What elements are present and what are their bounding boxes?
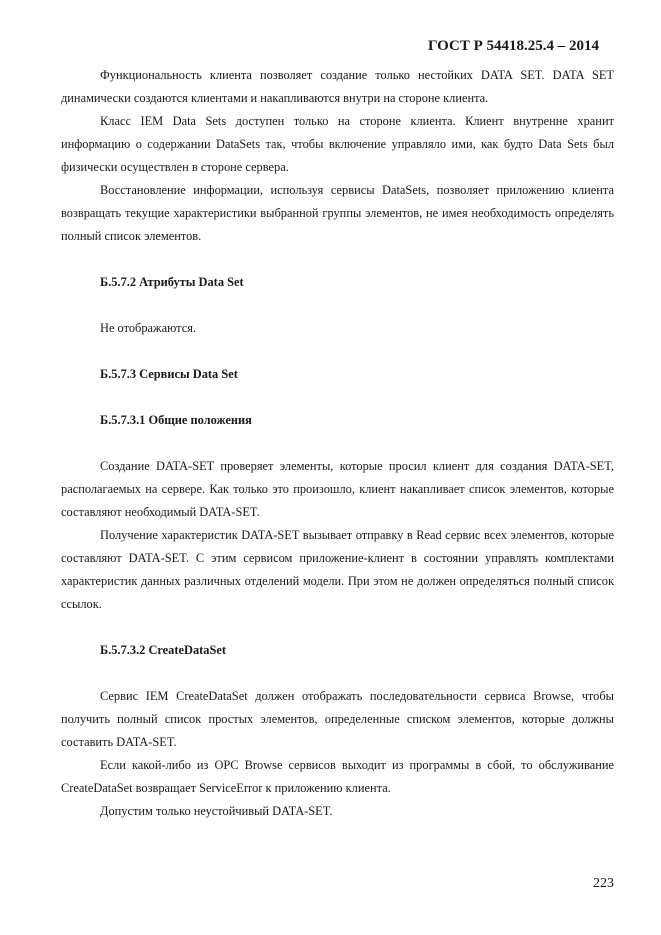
- section-heading-attributes: Б.5.7.2 Атрибуты Data Set: [100, 275, 244, 289]
- document-header: ГОСТ Р 54418.25.4 – 2014: [427, 38, 599, 54]
- section-heading-services: Б.5.7.3 Сервисы Data Set: [100, 367, 238, 381]
- paragraph-client-functionality: Функциональность клиента позволяет создание только нестойких DATA SET. DATA SET динамически создаются клиентами и накапливаются внутри на стороне клиента.: [61, 68, 614, 105]
- paragraph-not-displayed: Не отображаются.: [100, 321, 197, 335]
- paragraph-create-data-set-service: Сервис IEM CreateDataSet должен отображать последовательности сервиса Browse, чтобы получить полный список простых элементов, определенные списком элементов, которые должны составить DATA-SET.: [61, 689, 614, 749]
- document-body: [61, 64, 614, 823]
- section-heading-general: Б.5.7.3.1 Общие положения: [100, 413, 252, 427]
- paragraph-data-set-creation: Создание DATA-SET проверяет элементы, которые просил клиент для создания DATA-SET, располагаемых на сервере. Как только это произошло, клиент накапливает список элементов, которые составляют необходимый DATA-SET.: [61, 459, 614, 519]
- paragraph-browse-failure: Если какой-либо из OPC Browse сервисов выходит из программы в сбой, то обслуживание CreateDataSet возвращает ServiceError к приложению клиента.: [61, 758, 614, 795]
- paragraph-volatile-data-set: Допустим только неустойчивый DATA-SET.: [100, 804, 333, 818]
- paragraph-information-recovery: Восстановление информации, используя сервисы DataSets, позволяет приложению клиента возвращать текущие характеристики выбранной группы элементов, не имея необходимость определять полный список элементов.: [61, 183, 614, 243]
- paragraph-characteristics-retrieval: Получение характеристик DATA-SET вызывает отправку в Read сервис всех элементов, которые составляют DATA-SET. С этим сервисом приложение-клиент в состоянии управлять комплектами характеристик данных различных отделений модели. При этом не должен определяться полный список ссылок.: [61, 528, 614, 611]
- paragraph-iem-data-sets: Класс IEM Data Sets доступен только на стороне клиента. Клиент внутренне хранит информацию о содержании DataSets так, чтобы включение управляло ими, как будто Data Sets был физически осуществлен в стороне сервера.: [61, 114, 614, 174]
- section-heading-create-data-set: Б.5.7.3.2 CreateDataSet: [100, 643, 226, 657]
- page-number: 223: [593, 876, 614, 891]
